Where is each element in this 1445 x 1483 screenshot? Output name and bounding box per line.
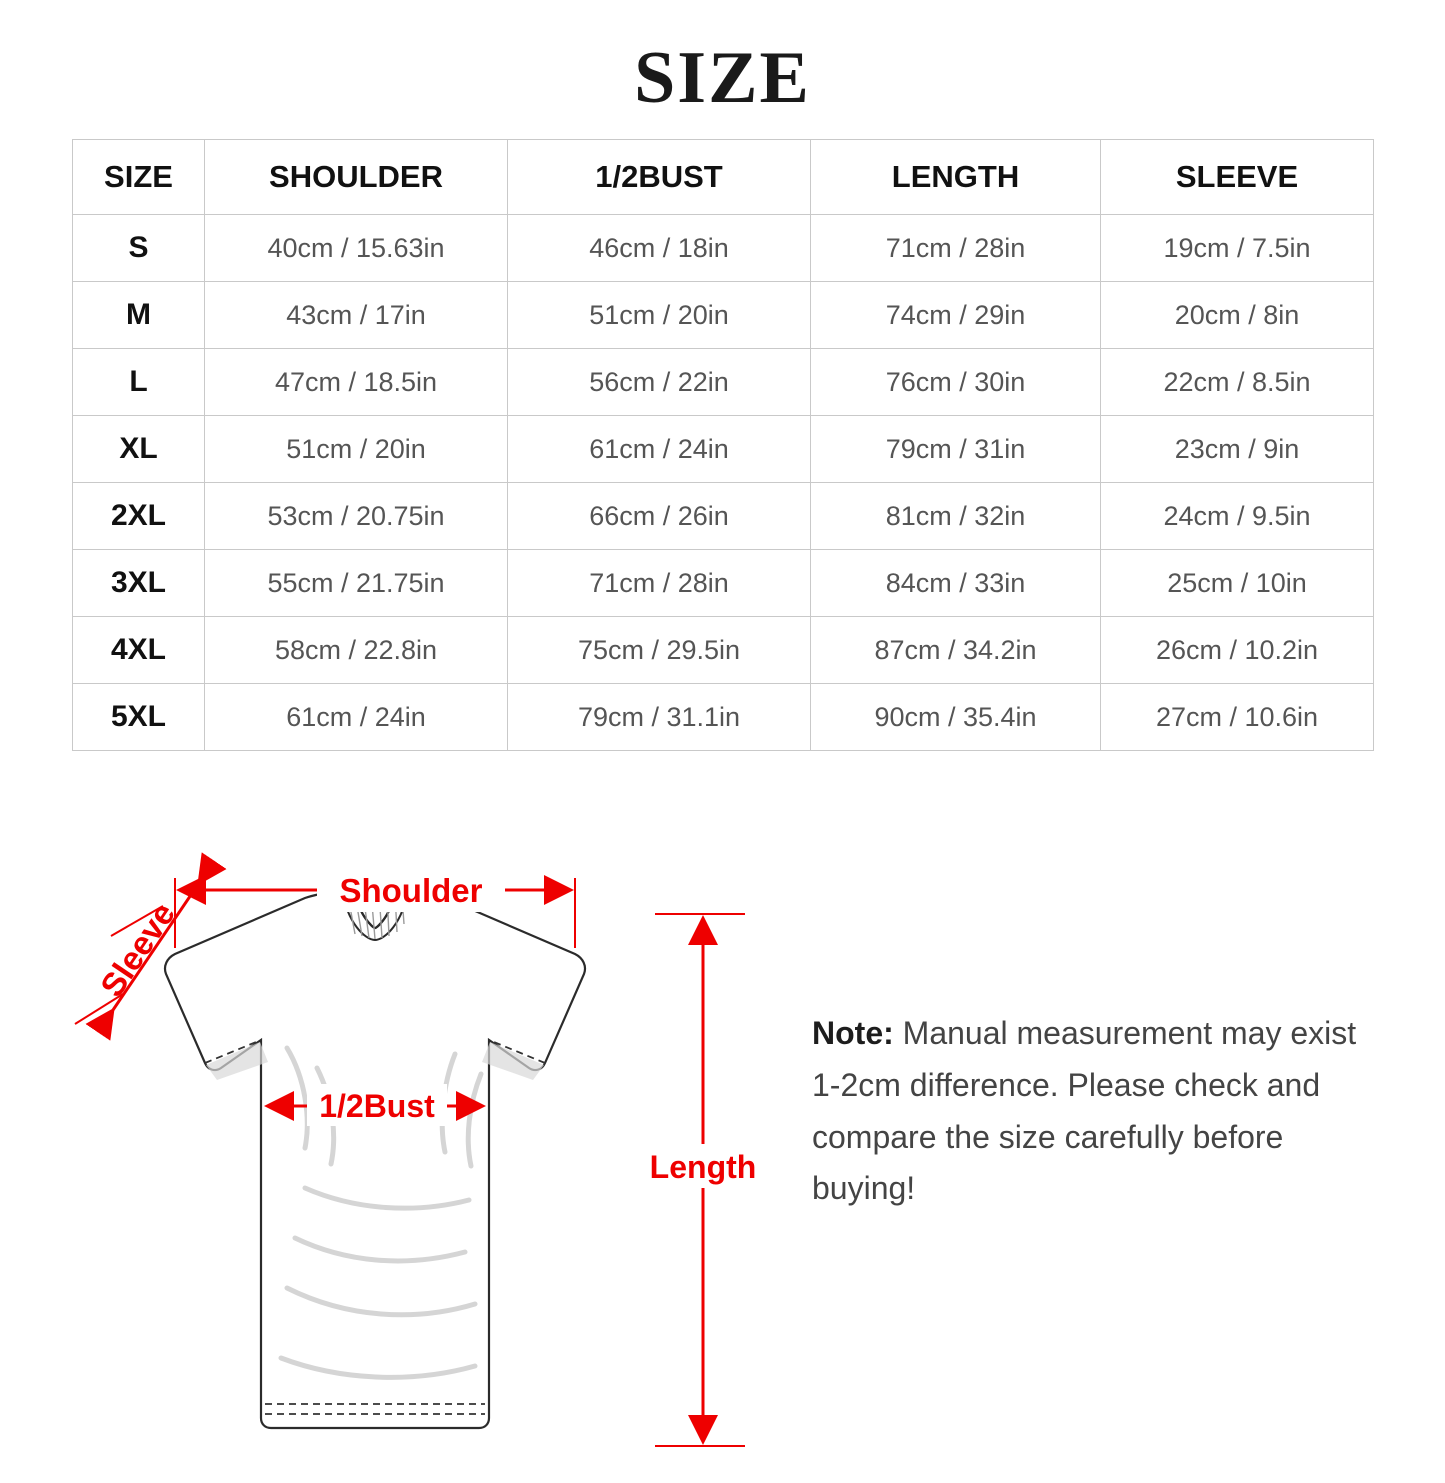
- cell-sleeve: 19cm / 7.5in: [1101, 215, 1374, 282]
- cell-shoulder: 47cm / 18.5in: [205, 349, 508, 416]
- cell-size: XL: [73, 416, 205, 483]
- table-row: [73, 282, 1374, 349]
- size-chart-table: [72, 139, 1374, 751]
- cell-length: 87cm / 34.2in: [811, 617, 1101, 684]
- cell-bust: 61cm / 24in: [508, 416, 811, 483]
- cell-shoulder: 53cm / 20.75in: [205, 483, 508, 550]
- cell-bust: 51cm / 20in: [508, 282, 811, 349]
- cell-size: 4XL: [73, 617, 205, 684]
- cell-bust: 79cm / 31.1in: [508, 684, 811, 751]
- cell-size: 5XL: [73, 684, 205, 751]
- cell-bust: 75cm / 29.5in: [508, 617, 811, 684]
- size-chart-table-container: [72, 139, 1373, 751]
- table-row: [73, 416, 1374, 483]
- bust-label: 1/2Bust: [319, 1088, 435, 1124]
- column-header-bust: 1/2BUST: [508, 140, 811, 215]
- cell-sleeve: 27cm / 10.6in: [1101, 684, 1374, 751]
- cell-sleeve: 24cm / 9.5in: [1101, 483, 1374, 550]
- cell-sleeve: 25cm / 10in: [1101, 550, 1374, 617]
- cell-shoulder: 55cm / 21.75in: [205, 550, 508, 617]
- cell-bust: 71cm / 28in: [508, 550, 811, 617]
- length-dimension: [650, 914, 757, 1446]
- cell-size: 2XL: [73, 483, 205, 550]
- cell-length: 79cm / 31in: [811, 416, 1101, 483]
- cell-shoulder: 58cm / 22.8in: [205, 617, 508, 684]
- cell-length: 90cm / 35.4in: [811, 684, 1101, 751]
- column-header-size: SIZE: [73, 140, 205, 215]
- table-row: [73, 550, 1374, 617]
- cell-length: 84cm / 33in: [811, 550, 1101, 617]
- cell-size: S: [73, 215, 205, 282]
- length-label: Length: [649, 1149, 757, 1185]
- sleeve-label: Sleeve: [92, 895, 183, 1004]
- column-header-shoulder: SHOULDER: [205, 140, 508, 215]
- cell-shoulder: 40cm / 15.63in: [205, 215, 508, 282]
- cell-size: L: [73, 349, 205, 416]
- cell-shoulder: 61cm / 24in: [205, 684, 508, 751]
- cell-bust: 46cm / 18in: [508, 215, 811, 282]
- cell-bust: 66cm / 26in: [508, 483, 811, 550]
- cell-shoulder: 51cm / 20in: [205, 416, 508, 483]
- cell-bust: 56cm / 22in: [508, 349, 811, 416]
- cell-sleeve: 22cm / 8.5in: [1101, 349, 1374, 416]
- cell-size: 3XL: [73, 550, 205, 617]
- table-row: [73, 617, 1374, 684]
- cell-length: 71cm / 28in: [811, 215, 1101, 282]
- shoulder-label: Shoulder: [339, 872, 483, 909]
- tshirt-illustration: [165, 888, 585, 1428]
- table-row: [73, 483, 1374, 550]
- tshirt-measurement-diagram: [55, 818, 775, 1478]
- cell-length: 81cm / 32in: [811, 483, 1101, 550]
- table-row: [73, 349, 1374, 416]
- cell-length: 74cm / 29in: [811, 282, 1101, 349]
- table-row: [73, 215, 1374, 282]
- table-header-row: [73, 140, 1374, 215]
- column-header-length: LENGTH: [811, 140, 1101, 215]
- page-title: SIZE: [634, 37, 811, 119]
- cell-sleeve: 23cm / 9in: [1101, 416, 1374, 483]
- note-label: Note:: [812, 1015, 894, 1051]
- cell-sleeve: 20cm / 8in: [1101, 282, 1374, 349]
- table-row: [73, 684, 1374, 751]
- note-body: Manual measurement may exist 1-2cm difference. Please check and compare the size carefully before buying!: [812, 1015, 1357, 1207]
- cell-length: 76cm / 30in: [811, 349, 1101, 416]
- column-header-sleeve: SLEEVE: [1101, 140, 1374, 215]
- cell-sleeve: 26cm / 10.2in: [1101, 617, 1374, 684]
- cell-size: M: [73, 282, 205, 349]
- note-text: [812, 1008, 1382, 1215]
- cell-shoulder: 43cm / 17in: [205, 282, 508, 349]
